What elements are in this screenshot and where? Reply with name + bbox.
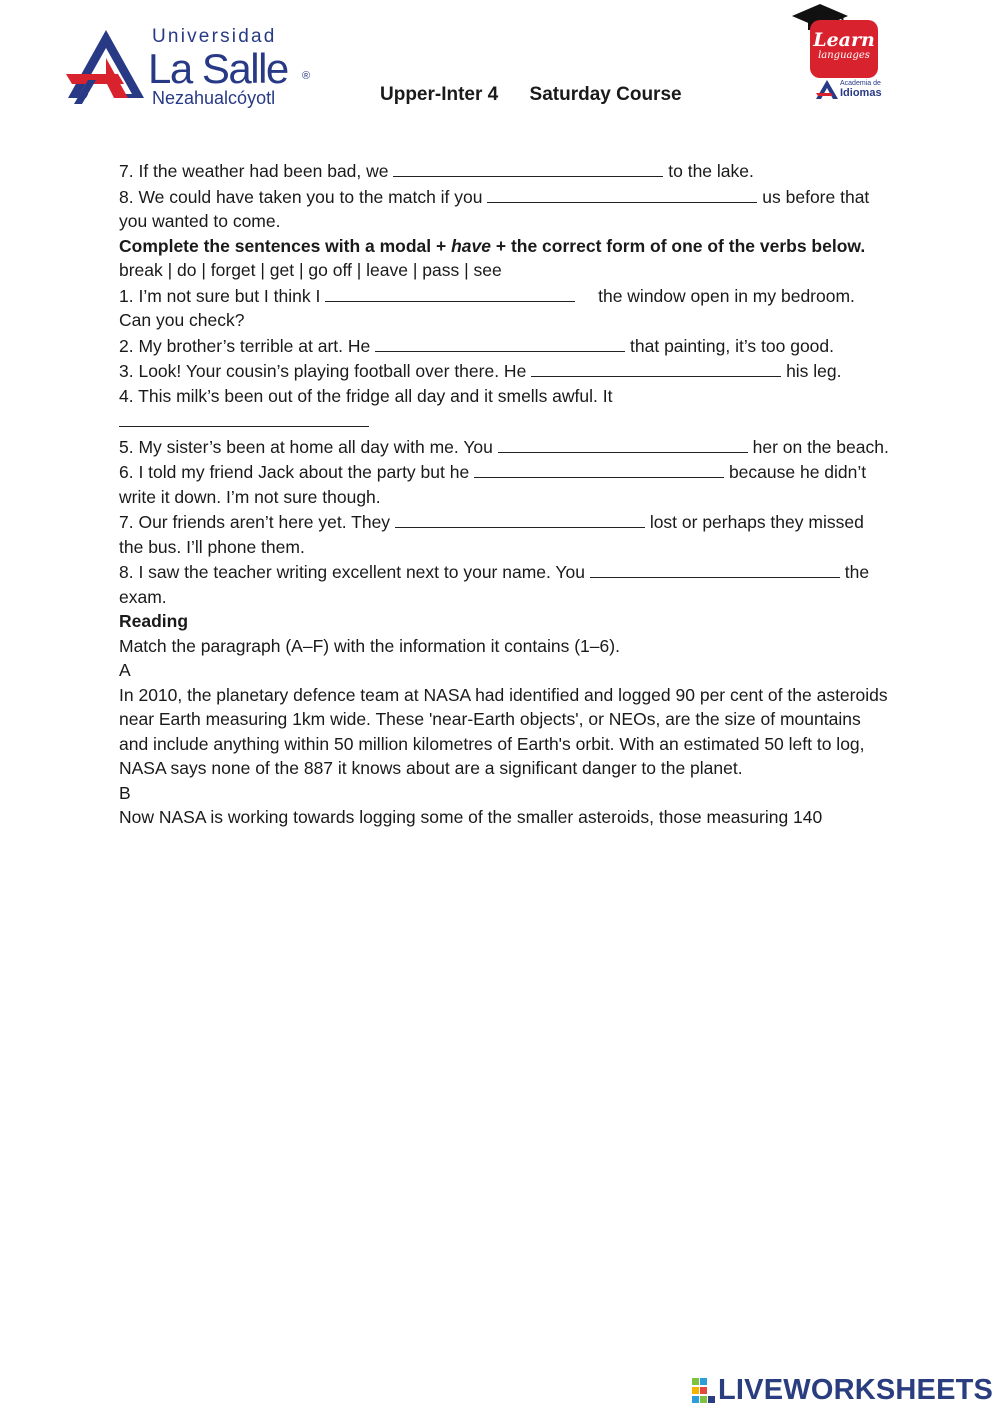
answer-blank[interactable] (375, 333, 625, 352)
academia-idiomas (816, 80, 886, 102)
learn-word: Learn (813, 29, 875, 51)
learn-badge (810, 20, 878, 78)
idiomas-label: Idiomas (840, 87, 882, 99)
course-level: Upper-Inter 4 (380, 84, 499, 105)
modal-question: 2. My brother’s terrible at art. He that painting, it’s too good. (119, 333, 889, 359)
reading-paragraph: Now NASA is working towards logging some of the smaller asteroids, those measuring 140 (119, 807, 823, 827)
modal-question: 1. I’m not sure but I think I the window open in my bedroom. Can you check? (119, 283, 889, 333)
la-salle-mini-emblem-icon (816, 80, 838, 100)
conditional-question: 7. If the weather had been bad, we to the lake. (119, 158, 889, 184)
modal-question: 7. Our friends aren’t here yet. They lost or perhaps they missed the bus. I’ll phone them. (119, 509, 889, 559)
logo-line-universidad: Universidad (152, 26, 277, 47)
answer-blank[interactable] (325, 283, 575, 302)
registered-mark: ® (302, 70, 311, 82)
answer-blank[interactable] (393, 158, 663, 177)
modal-question: 3. Look! Your cousin’s playing football over there. He his leg. (119, 358, 889, 384)
answer-blank[interactable] (474, 459, 724, 478)
languages-word: languages (818, 50, 870, 61)
conditional-question: 8. We could have taken you to the match if you us before that you wanted to come. (119, 184, 889, 234)
answer-blank[interactable] (487, 184, 757, 203)
logo-line-la-salle: La Salle (148, 45, 288, 92)
answer-blank[interactable] (590, 559, 840, 578)
liveworksheets-wordmark: LIVEWORKSHEETS (718, 1374, 994, 1406)
modals-instruction: Complete the sentences with a modal + have + the correct form of one of the verbs below. (119, 235, 866, 256)
paragraph-letter: A (119, 660, 131, 680)
academia-de-label: Academia de (840, 80, 881, 87)
verb-list: break | do | forget | get | go off | leave | pass | see (119, 260, 502, 280)
answer-blank[interactable] (531, 358, 781, 377)
answer-blank[interactable] (119, 408, 369, 427)
liveworksheets-icon (692, 1378, 716, 1404)
course-name: Saturday Course (529, 84, 682, 105)
worksheet-content (119, 158, 889, 830)
answer-blank[interactable] (498, 434, 748, 453)
answer-blank[interactable] (395, 509, 645, 528)
reading-heading: Reading (119, 611, 189, 631)
page-title (380, 84, 682, 106)
modal-question: 4. This milk’s been out of the fridge all day and it smells awful. It (119, 384, 889, 434)
modal-question: 6. I told my friend Jack about the party but he because he didn’t write it down. I’m not sure though. (119, 459, 889, 509)
reading-paragraph: In 2010, the planetary defence team at NASA had identified and logged 90 per cent of the asteroids near Earth measuring 1km wide. These 'near-Earth objects', or NEOs, are the size of mountains and include anything within 50 million kilometres of Earth's orbit. With an estimated 50 left to log, NASA says none of the 887 it knows about are a significant danger to the planet. (119, 684, 888, 778)
logo-line-campus: Nezahualcóyotl (152, 88, 276, 108)
paragraph-letter: B (119, 782, 131, 803)
la-salle-emblem-icon (66, 28, 146, 104)
reading-instruction: Match the paragraph (A–F) with the information it contains (1–6). (119, 635, 620, 656)
la-salle-logo (66, 22, 326, 112)
modal-question: 5. My sister’s been at home all day with me. You her on the beach. (119, 434, 889, 460)
learn-languages-logo (790, 2, 890, 102)
modal-question: 8. I saw the teacher writing excellent next to your name. You the exam. (119, 559, 889, 609)
